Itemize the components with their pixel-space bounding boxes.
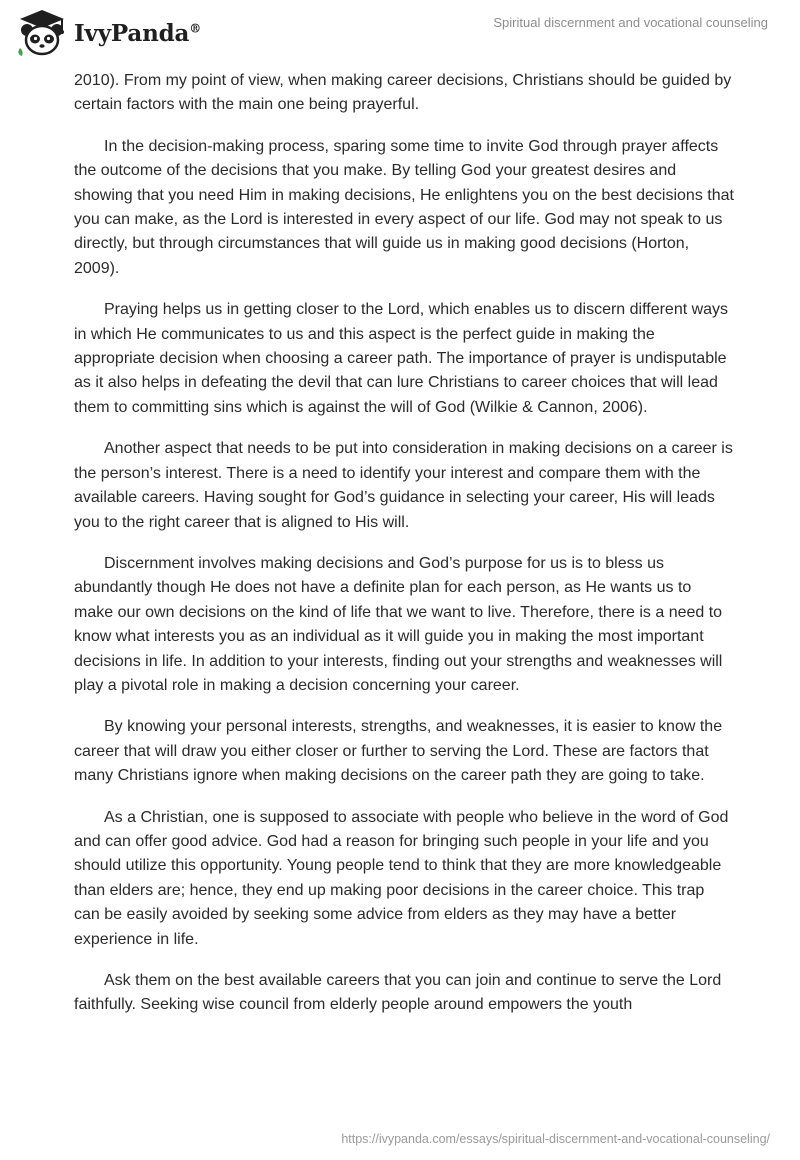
document-title: Spiritual discernment and vocational counseling — [493, 15, 768, 30]
paragraph: Ask them on the best available careers that you can join and continue to serve the Lord faithfully. Seeking wise council from elderly people around empowers the youth — [74, 972, 722, 1014]
paragraph: 2010). From my point of view, when making career decisions, Christians should be guided by certain factors with the main one being prayerful. — [74, 72, 732, 114]
paragraph: As a Christian, one is supposed to associate with people who believe in the word of God and can offer good advice. God had a reason for bringing such people in your life and you should utilize this opportunity. Young people tend to think that they are more knowledgeable than elders are; hence, they end up making poor decisions in the career choice. This trap can be easily avoided by seeking some advice from elders as they may have a better experience in life. — [74, 808, 729, 948]
essay-body — [74, 69, 734, 1035]
registered-mark: ® — [189, 20, 201, 35]
paragraph: By knowing your personal interests, strengths, and weaknesses, it is easier to know the career that will draw you either closer or further to serving the Lord. These are factors that many Christians ignore when making decisions on the career path they are going to take. — [74, 718, 723, 785]
paragraph: Another aspect that needs to be put into consideration in making decisions on a career is the person’s interest. There is a need to identify your interest and compare them with the available careers. Having sought for God’s guidance in selecting your career, His will leads you to the right career that is aligned to His will. — [74, 440, 733, 531]
logo-text: IvyPanda® — [74, 19, 201, 47]
paragraph: In the decision-making process, sparing some time to invite God through prayer affects the outcome of the decisions that you make. By telling God your greatest desires and showing that you need Him in making decisions, He enlightens you on the best decisions that you can make, as the Lord is interested in every aspect of our life. God may not speak to us directly, but through circumstances that will guide us in making good decisions (Horton, 2009). — [74, 137, 734, 277]
paragraph: Discernment involves making decisions and God’s purpose for us is to bless us abundantly though He does not have a definite plan for each person, as He wants us to make our own decisions on the kind of life that we want to live. Therefore, there is a need to know what interests you as an individual as it will guide you in making the most important decisions in life. In addition to your interests, finding out your strengths and weaknesses will play a pivotal role in making a decision concerning your career. — [74, 554, 723, 694]
page-header — [0, 0, 800, 70]
ivypanda-logo[interactable] — [14, 8, 201, 58]
panda-graduate-icon — [14, 8, 70, 58]
source-url[interactable]: https://ivypanda.com/essays/spiritual-discernment-and-vocational-counseling/ — [341, 1132, 770, 1146]
paragraph: Praying helps us in getting closer to the Lord, which enables us to discern different ways in which He communicates to us and this aspect is the perfect guide in making the appropriate decision when choosing a career path. The importance of prayer is undisputable as it also helps in defeating the devil that can lure Christians to career choices that will lead them to committing sins which is against the will of God (Wilkie & Cannon, 2006). — [74, 301, 729, 416]
